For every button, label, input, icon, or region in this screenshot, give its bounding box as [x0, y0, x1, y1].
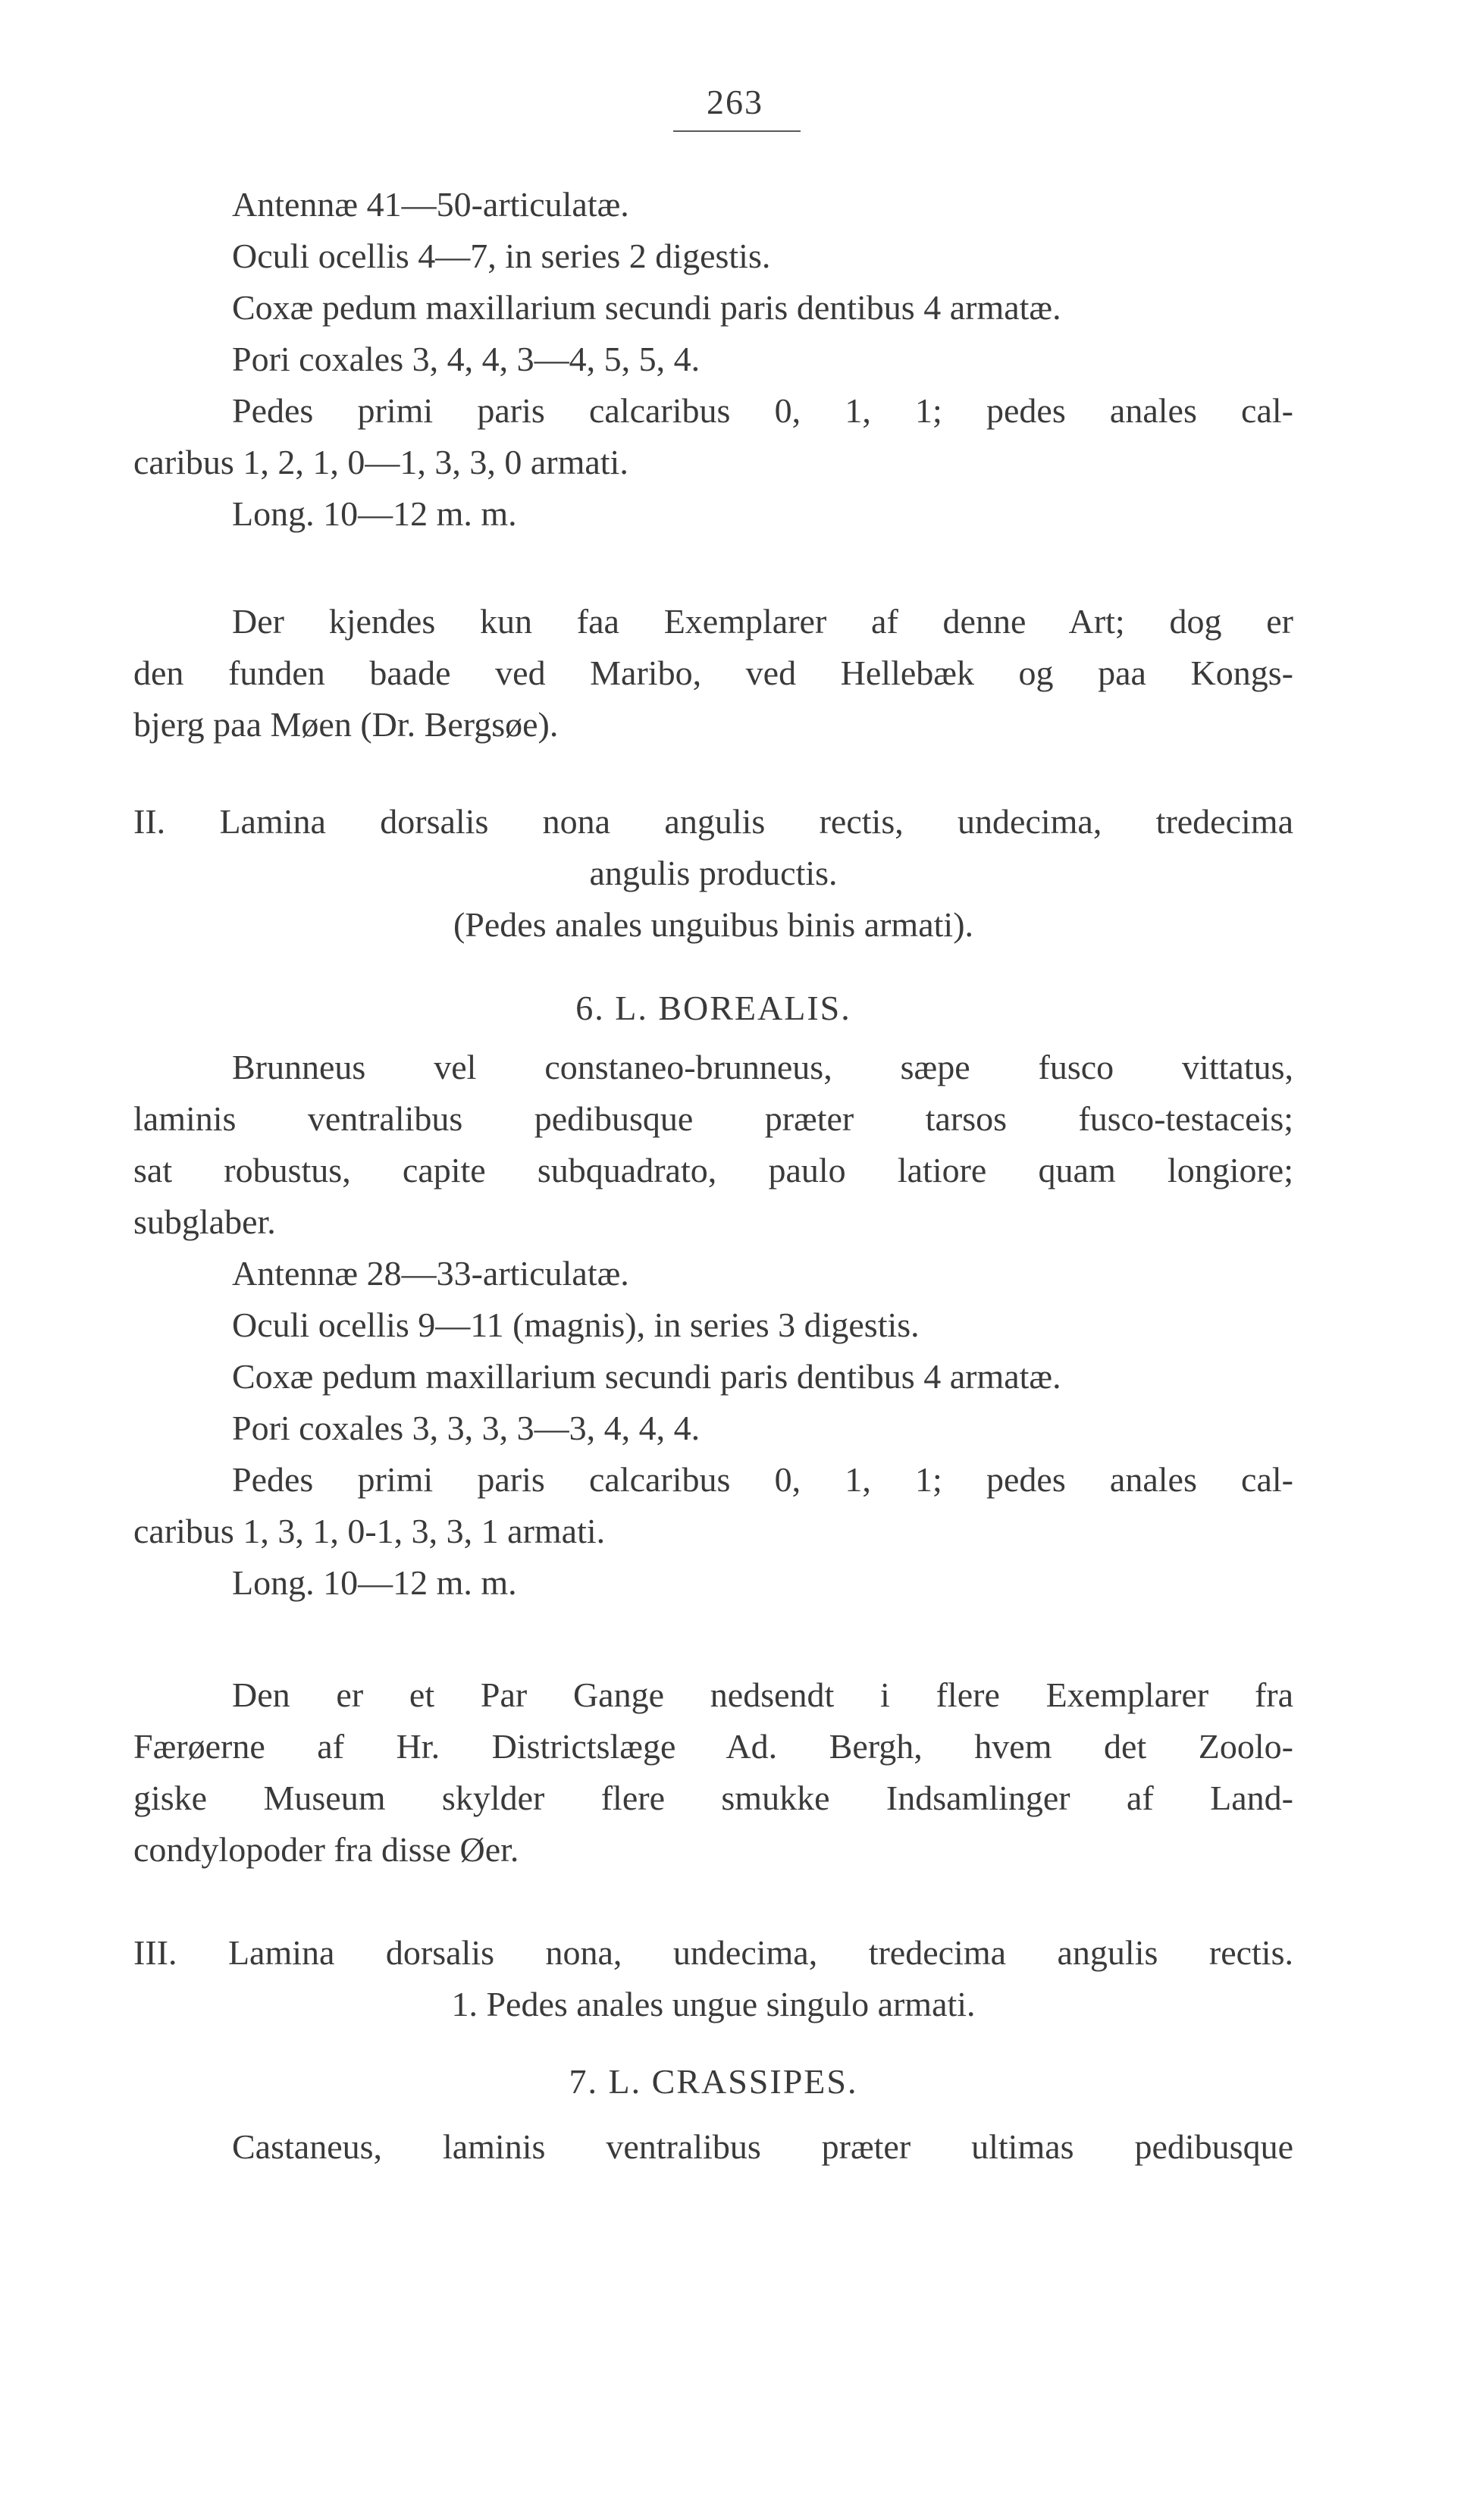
- section-ii-heading: [133, 796, 1293, 951]
- text-line: Antennæ 41—50-articulatæ.: [232, 185, 629, 224]
- text-line: Coxæ pedum maxillarium secundi paris dentibus 4 armatæ.: [232, 288, 1061, 327]
- text-line: Oculi ocellis 4—7, in series 2 digestis.: [232, 237, 771, 275]
- text-line: 1. Pedes anales ungue singulo armati.: [451, 1985, 976, 2023]
- text-line: caribus 1, 2, 1, 0—1, 3, 3, 0 armati.: [133, 443, 628, 481]
- text-line: Antennæ 28—33-articulatæ.: [232, 1254, 629, 1293]
- text-line: condylopoder fra disse Øer.: [133, 1830, 519, 1869]
- text-line: III. Lamina dorsalis nona, undecima, tredecima angulis rectis.: [133, 1933, 1293, 1972]
- page-number: 263: [707, 83, 763, 121]
- text-line: Pedes primi paris calcaribus 0, 1, 1; pedes anales cal-: [232, 1460, 1293, 1499]
- text-line: II. Lamina dorsalis nona angulis rectis, undecima, tredecima: [133, 802, 1293, 841]
- species-description-borealis: [133, 1042, 1293, 1248]
- species-heading-borealis: [133, 983, 1293, 1034]
- species-characters-block-1: [133, 179, 1293, 540]
- text-line: giske Museum skylder flere smukke Indsamlinger af Land-: [133, 1779, 1293, 1817]
- species-title: 6. L. BOREALIS.: [575, 989, 851, 1027]
- species-description-crassipes: [133, 2121, 1293, 2173]
- text-line: Færøerne af Hr. Districtslæge Ad. Bergh, hvem det Zoolo-: [133, 1727, 1293, 1766]
- text-line: Den er et Par Gange nedsendt i flere Exemplarer fra: [232, 1675, 1293, 1714]
- text-line: Pori coxales 3, 4, 4, 3—4, 5, 5, 4.: [232, 340, 701, 378]
- text-line: sat robustus, capite subquadrato, paulo latiore quam longiore;: [133, 1151, 1293, 1189]
- text-line: laminis ventralibus pedibusque præter tarsos fusco-testaceis;: [133, 1099, 1293, 1138]
- species-title: 7. L. CRASSIPES.: [569, 2062, 858, 2101]
- text-line: caribus 1, 3, 1, 0-1, 3, 3, 1 armati.: [133, 1512, 606, 1550]
- text-line: den funden baade ved Maribo, ved Hellebæk og paa Kongs-: [133, 654, 1293, 692]
- text-line: (Pedes anales unguibus binis armati).: [453, 905, 974, 944]
- text-line: angulis productis.: [589, 854, 838, 892]
- species-heading-crassipes: [133, 2056, 1293, 2108]
- text-line: Long. 10—12 m. m.: [232, 494, 517, 533]
- text-line: Der kjendes kun faa Exemplarer af denne Art; dog er: [232, 602, 1293, 641]
- remark-paragraph-2: [133, 1669, 1293, 1876]
- text-line: Coxæ pedum maxillarium secundi paris dentibus 4 armatæ.: [232, 1357, 1061, 1396]
- text-line: Pedes primi paris calcaribus 0, 1, 1; pedes anales cal-: [232, 391, 1293, 430]
- text-line: Oculi ocellis 9—11 (magnis), in series 3 digestis.: [232, 1305, 920, 1344]
- text-line: Brunneus vel constaneo-brunneus, sæpe fusco vittatus,: [232, 1048, 1293, 1086]
- text-line: subglaber.: [133, 1202, 276, 1241]
- remark-paragraph-1: [133, 596, 1293, 751]
- section-iii-heading: [133, 1927, 1293, 2030]
- text-line: Long. 10—12 m. m.: [232, 1563, 517, 1602]
- text-line: Castaneus, laminis ventralibus præter ultimas pedibusque: [232, 2127, 1293, 2166]
- text-line: Pori coxales 3, 3, 3, 3—3, 4, 4, 4.: [232, 1409, 701, 1447]
- species-characters-block-2: [133, 1248, 1293, 1609]
- text-line: bjerg paa Møen (Dr. Bergsøe).: [133, 705, 559, 744]
- page-number-rule: [673, 130, 801, 132]
